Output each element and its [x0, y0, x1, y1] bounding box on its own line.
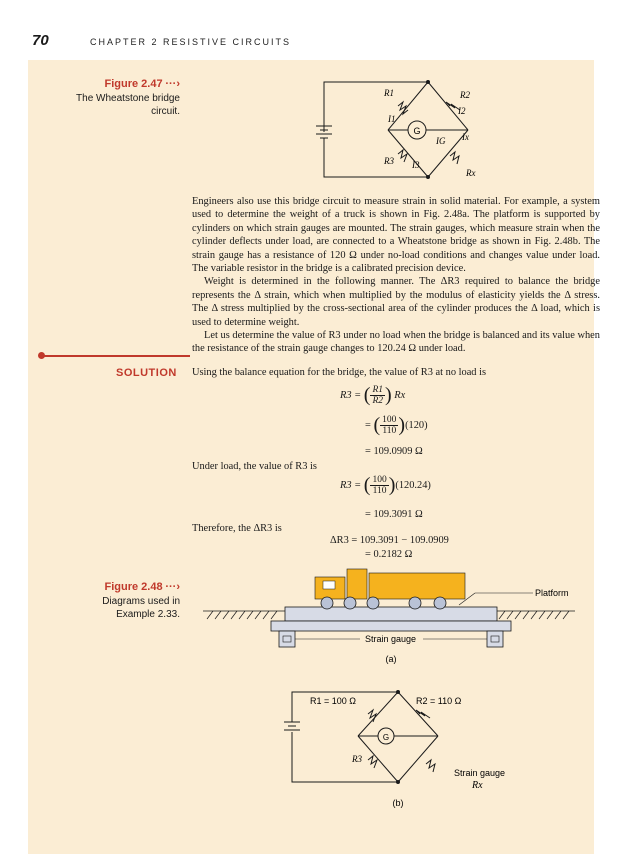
- paragraph-1: Engineers also use this bridge circuit to measure strain in solid material. For example, a system used to determine the weight of a truck is shown in Fig. 2.48a. The platform is supported by cylinders on which strain gauges are mounted. The strain gauges, which measure strain when the cylinder deflects under load, are connected to a Wheatstone bridge as shown in Fig. 2.48b. The strain gauge has a resistance of 120 Ω under no-load conditions and changes value under load. The variable resistor in the bridge is a calibrated precision device.: [192, 196, 600, 275]
- arrow-icon: ···›: [165, 78, 180, 90]
- under-load-text: Under load, the value of R3 is: [192, 461, 317, 472]
- i1-label: I1: [388, 114, 396, 124]
- body-text: [192, 195, 600, 356]
- galvanometer-b-label: G: [382, 733, 390, 742]
- page-number: 70: [32, 32, 49, 49]
- eq1-lhs: R3 =: [340, 389, 362, 401]
- paragraph-2: Weight is determined in the following manner. The ΔR3 required to balance the bridge represents the Δ strain, which when multiplied by the modulus of elasticity yields the Δ stress. The Δ stress multiplied by the cross-sectional area of the cylinder produces the Δ load, which is used to determine weight.: [192, 276, 600, 328]
- r3-b-label: R3: [352, 754, 362, 764]
- ig-label: IG: [436, 136, 446, 146]
- chapter-heading: CHAPTER 2 RESISTIVE CIRCUITS: [90, 37, 292, 47]
- platform-label: Platform: [535, 588, 569, 598]
- ix-label: Ix: [462, 132, 469, 142]
- paragraph-3: Let us determine the value of R3 under no load when the bridge is balanced and its value when the resistance of the strain gauge changes to 120.24 Ω under load.: [192, 330, 600, 355]
- i3-label: I3: [412, 160, 420, 170]
- equation-r3-load-result: = 109.3091 Ω: [365, 509, 423, 520]
- figure-2-47-title: Figure 2.47: [104, 78, 163, 90]
- equation-r3-general: R3 = ( $\frac{R1}{R2}$ ) Rx: [340, 384, 406, 406]
- eq2-numerator: 100: [382, 415, 397, 425]
- r1-100-label: R1 = 100 Ω: [310, 696, 357, 706]
- r1-label: R1: [384, 88, 394, 98]
- eq2-rhs: (120): [405, 419, 428, 431]
- r3-label: R3: [384, 156, 394, 166]
- eq4-denominator: 110: [372, 486, 387, 496]
- galvanometer-label: G: [413, 126, 421, 136]
- equation-r3-result: = 109.0909 Ω: [365, 446, 423, 457]
- equation-delta-r3-result: = 0.2182 Ω: [365, 549, 413, 560]
- r2-110-label: R2 = 110 Ω: [416, 696, 462, 706]
- figure-2-47-caption-line2: circuit.: [151, 106, 180, 118]
- i2-label: I2: [458, 106, 466, 116]
- strain-gauge-label: Strain gauge: [365, 634, 417, 644]
- rx-label: Rx: [466, 168, 476, 178]
- solution-label: SOLUTION: [116, 367, 177, 379]
- strain-gauge-b-label: Strain gauge: [454, 768, 506, 778]
- eq1-numerator: R1: [372, 385, 383, 395]
- solution-rule: [42, 355, 190, 357]
- equation-delta-r3: ΔR3 = 109.3091 − 109.0909: [330, 535, 449, 546]
- part-b-label: (b): [392, 798, 404, 808]
- wheatstone-bridge-diagram: [300, 72, 500, 187]
- figure-2-48-caption-line2: Example 2.33.: [116, 609, 180, 621]
- eq1-rhs: Rx: [394, 389, 406, 401]
- therefore-text: Therefore, the ΔR3 is: [192, 523, 282, 534]
- truck-platform-diagram: [195, 565, 605, 670]
- equation-r3-load: R3 = ( $\frac{100}{110}$ )(120.24): [340, 474, 431, 496]
- figure-2-48-title: Figure 2.48: [104, 581, 163, 593]
- solution-intro: Using the balance equation for the bridge, the value of R3 at no load is: [192, 367, 487, 378]
- rx-b-label: Rx: [472, 780, 483, 791]
- figure-2-48-caption: [40, 580, 180, 622]
- figure-2-47-caption: [40, 77, 180, 119]
- part-a-label: (a): [385, 654, 397, 664]
- strain-gauge-bridge-diagram: [280, 680, 520, 810]
- eq4-numerator: 100: [372, 475, 387, 485]
- r2-label: R2: [460, 90, 470, 100]
- figure-2-47-caption-line1: The Wheatstone bridge: [76, 92, 180, 104]
- eq1-denominator: R2: [372, 396, 383, 406]
- eq4-rhs: (120.24): [395, 479, 431, 491]
- arrow-icon: ···›: [165, 581, 180, 593]
- figure-2-48-caption-line1: Diagrams used in: [102, 595, 180, 607]
- equation-r3-values: = ( $\frac{100}{110}$ )(120): [365, 414, 428, 436]
- eq2-denominator: 110: [382, 426, 397, 436]
- page-header: [32, 30, 612, 52]
- eq4-lhs: R3 =: [340, 479, 362, 491]
